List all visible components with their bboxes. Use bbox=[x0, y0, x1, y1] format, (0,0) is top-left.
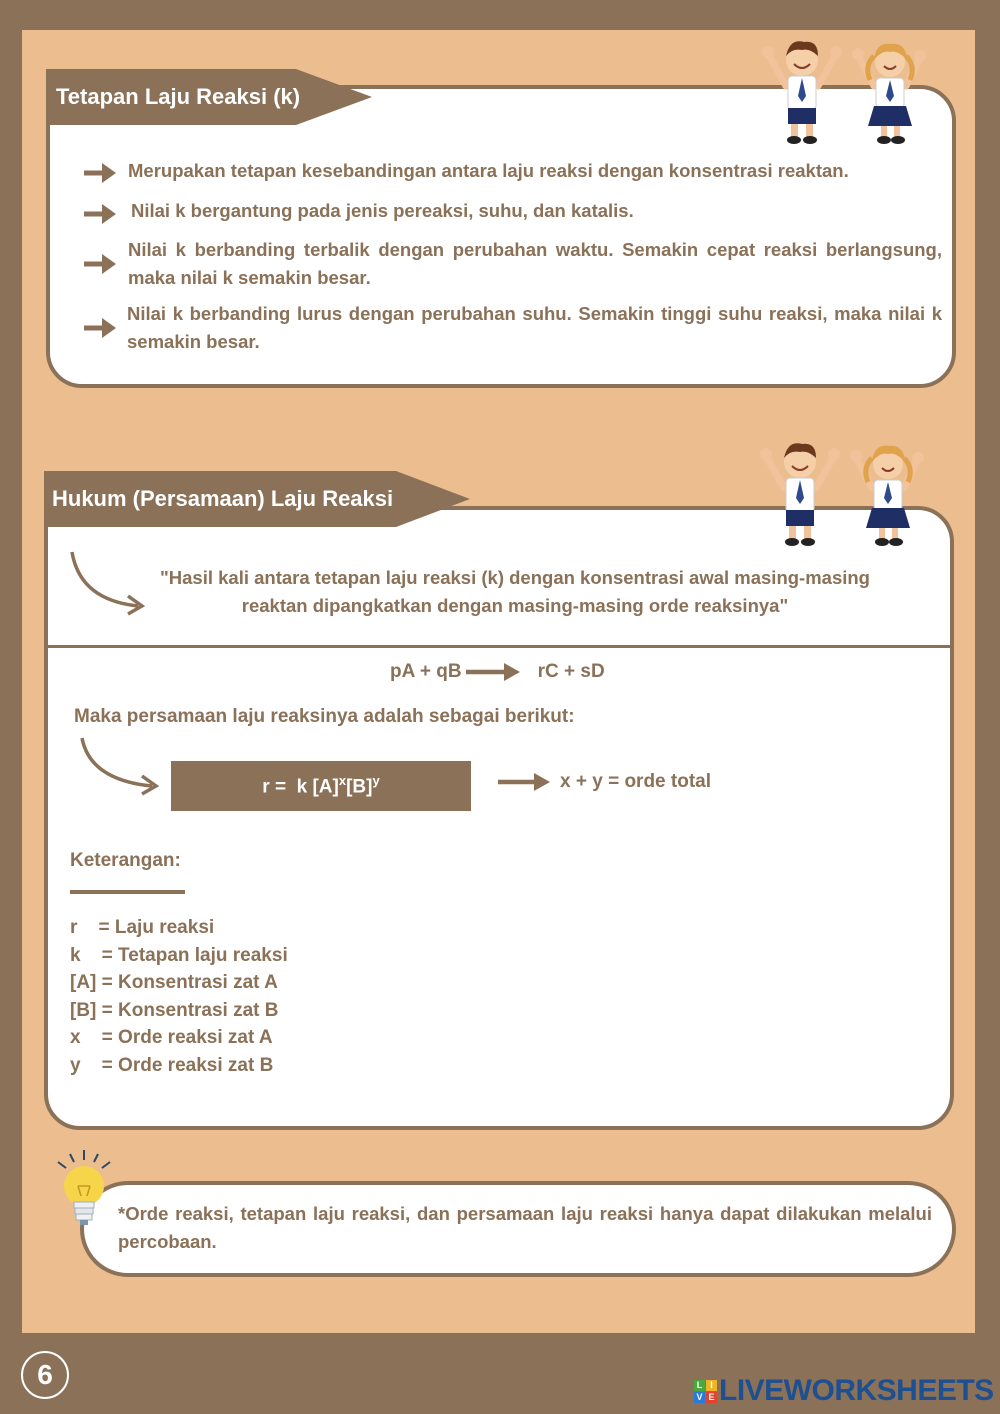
page-number-badge bbox=[21, 1351, 69, 1399]
rate-equation: r = k $[A]^x[B]^y$ bbox=[262, 773, 380, 798]
arrow-right-icon bbox=[82, 236, 118, 292]
keterangan-title: Keterangan: bbox=[70, 850, 181, 871]
arrow-right-icon bbox=[82, 157, 118, 185]
bullet-text: Nilai k berbanding lurus dengan perubahan suhu. Semakin tinggi suhu reaksi, maka nilai k semakin besar. bbox=[127, 303, 942, 352]
bullet-item-4 bbox=[82, 300, 942, 356]
total-order bbox=[496, 770, 711, 794]
brand-name: LIVEWORKSHEETS bbox=[719, 1374, 994, 1407]
bullet-item-3 bbox=[82, 236, 942, 292]
law-quote: "Hasil kali antara tetapan laju reaksi (k) dengan konsentrasi awal masing-masing reaktan dipangkatkan dengan masing-masing orde reaksinya" bbox=[160, 567, 870, 616]
bullet-item-2 bbox=[82, 197, 942, 225]
keterangan-list bbox=[70, 914, 288, 1079]
brand-badge: L I V E bbox=[694, 1380, 717, 1403]
bullet-text: Merupakan tetapan kesebandingan antara laju reaksi dengan konsentrasi reaktan. bbox=[128, 160, 849, 181]
bullet-item-1 bbox=[82, 157, 942, 185]
reaction-equation bbox=[390, 660, 605, 684]
total-order-text: x + y = orde total bbox=[560, 771, 711, 792]
students-illustration bbox=[758, 438, 928, 555]
girl-figure bbox=[852, 44, 926, 144]
keterangan-underline bbox=[70, 890, 185, 894]
boy-figure bbox=[762, 41, 842, 144]
rate-equation-box bbox=[171, 761, 471, 811]
curved-arrow-icon bbox=[76, 734, 162, 798]
boy-figure bbox=[760, 443, 840, 546]
rate-intro: Maka persamaan laju reaksinya adalah sebagai berikut: bbox=[74, 706, 575, 727]
reaction-reactants: pA + qB bbox=[390, 661, 462, 682]
bullet-text: Nilai k berbanding terbalik dengan perubahan waktu. Semakin cepat reaksi berlangsung, maka nilai k semakin besar. bbox=[128, 239, 942, 288]
arrow-right-icon bbox=[496, 770, 554, 794]
arrow-right-icon bbox=[82, 197, 118, 225]
arrow-right-icon bbox=[82, 300, 118, 356]
list-item: r = Laju reaksi bbox=[70, 917, 215, 938]
banner-tetapan bbox=[46, 69, 376, 125]
bullet-text: Nilai k bergantung pada jenis pereaksi, suhu, dan katalis. bbox=[131, 200, 634, 221]
section-title: Hukum (Persamaan) Laju Reaksi bbox=[52, 486, 394, 511]
divider-line bbox=[44, 645, 950, 648]
list-item: y = Orde reaksi zat B bbox=[70, 1054, 274, 1076]
liveworksheets-brand bbox=[694, 1374, 994, 1408]
list-item: x = Orde reaksi zat A bbox=[70, 1027, 273, 1048]
reaction-products: rC + sD bbox=[537, 661, 605, 682]
arrow-right-icon bbox=[464, 660, 524, 684]
list-item: [A] = Konsentrasi zat A bbox=[70, 972, 278, 993]
banner-hukum bbox=[44, 471, 474, 527]
page-number: 6 bbox=[37, 1359, 53, 1390]
list-item: [B] = Konsentrasi zat B bbox=[70, 999, 279, 1021]
students-illustration bbox=[760, 36, 930, 153]
note-text: *Orde reaksi, tetapan laju reaksi, dan persamaan laju reaksi hanya dapat dilakukan melalui percobaan. bbox=[118, 1203, 932, 1252]
curved-arrow-icon bbox=[66, 548, 150, 618]
lightbulb-icon bbox=[52, 1150, 116, 1232]
section-title: Tetapan Laju Reaksi (k) bbox=[56, 84, 301, 109]
girl-figure bbox=[850, 446, 924, 546]
list-item: k = Tetapan laju reaksi bbox=[70, 944, 288, 966]
